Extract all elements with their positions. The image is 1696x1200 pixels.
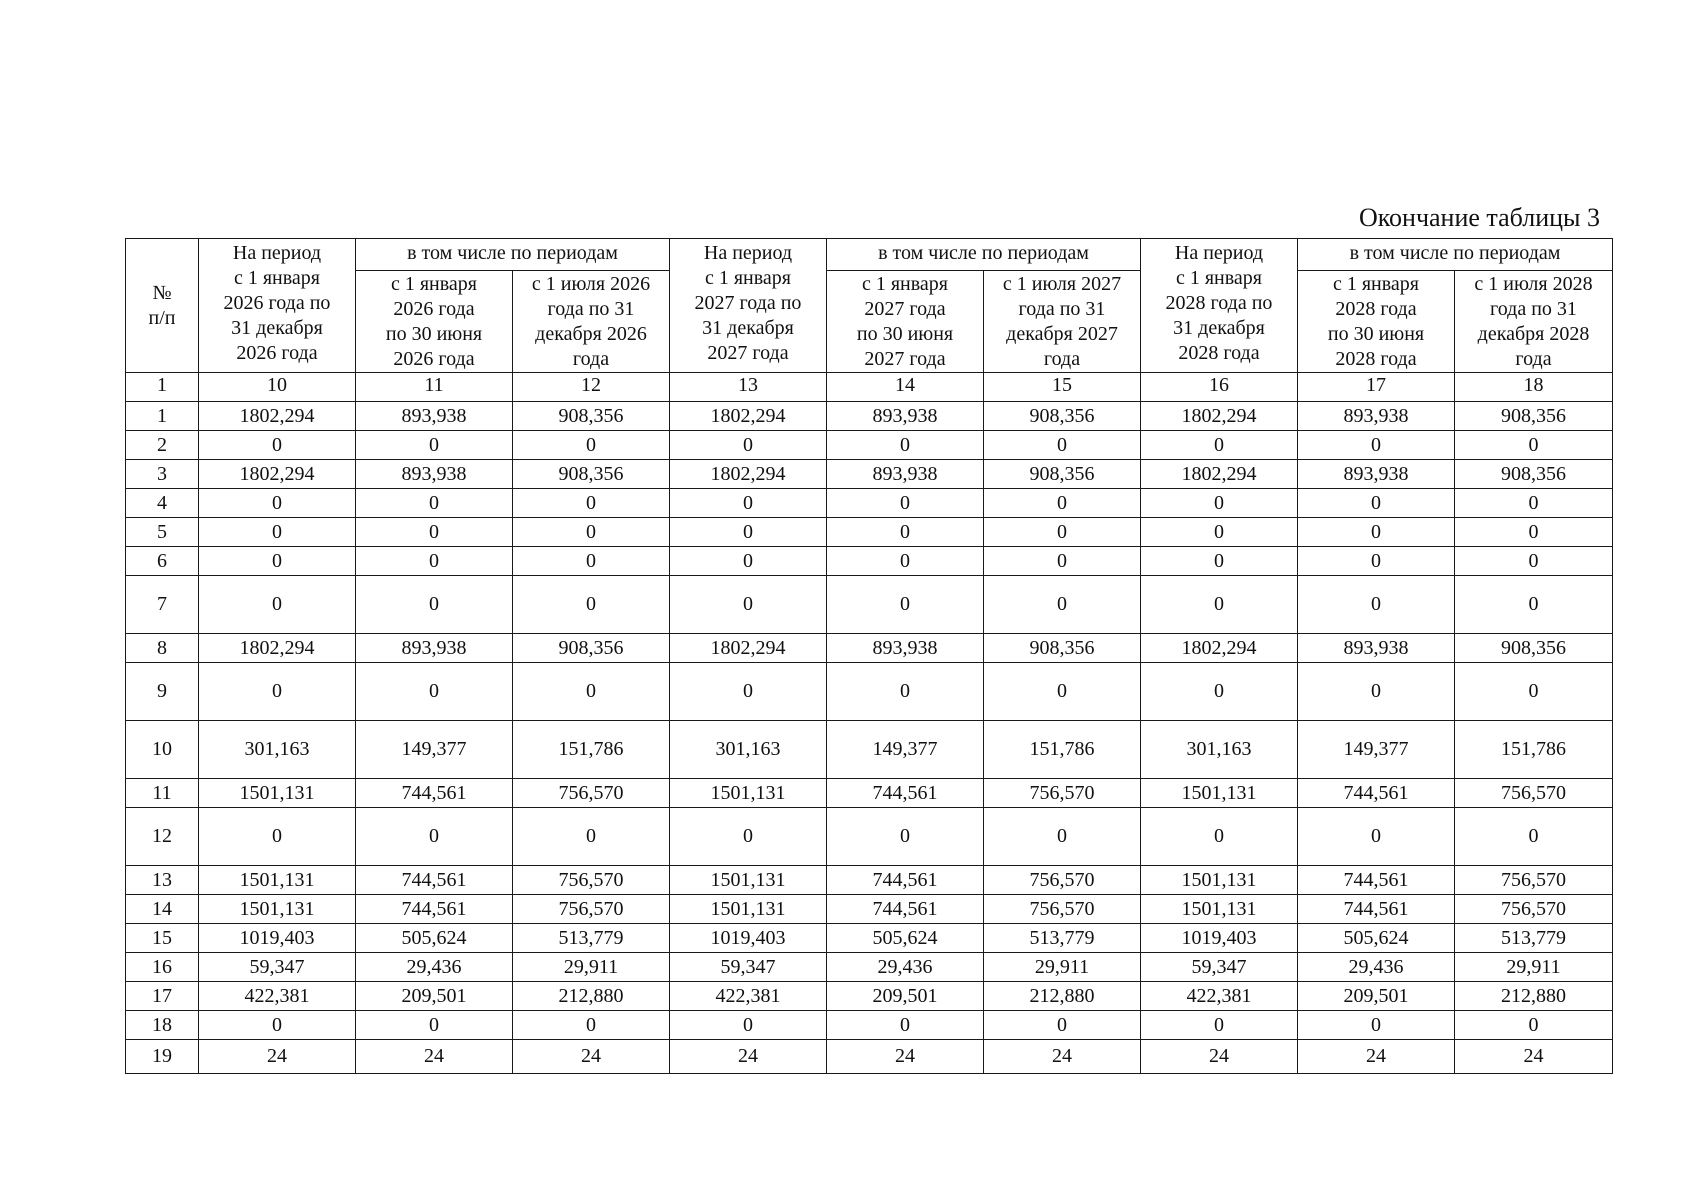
- period-header-label: На период с 1 января 2028 года по 31 декабря 2028 года: [1165, 242, 1273, 364]
- row-number-cell: 15: [126, 924, 199, 953]
- value-cell: 756,570: [984, 779, 1141, 808]
- value-cell: 0: [199, 431, 356, 460]
- value-cell: 209,501: [1298, 982, 1455, 1011]
- value-cell: 0: [827, 808, 984, 866]
- value-cell: 0: [1141, 1011, 1298, 1040]
- value-cell: 0: [1141, 489, 1298, 518]
- table-row: [126, 924, 1613, 953]
- table-row: [126, 982, 1613, 1011]
- row-number-cell: 9: [126, 663, 199, 721]
- table-row: [126, 779, 1613, 808]
- value-cell: 0: [670, 518, 827, 547]
- value-cell: 209,501: [827, 982, 984, 1011]
- table-header: [126, 239, 1613, 402]
- row-number-cell: 10: [126, 721, 199, 779]
- value-cell: 744,561: [356, 895, 513, 924]
- value-cell: 0: [356, 489, 513, 518]
- row-number-cell: 4: [126, 489, 199, 518]
- header-row-top: [126, 239, 1613, 271]
- value-cell: 1501,131: [1141, 779, 1298, 808]
- value-cell: 24: [670, 1040, 827, 1074]
- value-cell: 1802,294: [1141, 402, 1298, 431]
- value-cell: 756,570: [1455, 895, 1613, 924]
- value-cell: 756,570: [984, 866, 1141, 895]
- value-cell: 1501,131: [1141, 866, 1298, 895]
- value-cell: 505,624: [356, 924, 513, 953]
- value-cell: 0: [670, 808, 827, 866]
- value-cell: 0: [1141, 518, 1298, 547]
- value-cell: 149,377: [827, 721, 984, 779]
- value-cell: 0: [1298, 431, 1455, 460]
- value-cell: 212,880: [984, 982, 1141, 1011]
- value-cell: 0: [1455, 518, 1613, 547]
- value-cell: 513,779: [513, 924, 670, 953]
- value-cell: 908,356: [513, 634, 670, 663]
- value-cell: 0: [199, 663, 356, 721]
- table-body: [126, 402, 1613, 1074]
- subgroup-header-2028: в том числе по периодам: [1298, 239, 1613, 271]
- value-cell: 24: [984, 1040, 1141, 1074]
- value-cell: 24: [1455, 1040, 1613, 1074]
- row-number-header: [126, 239, 199, 373]
- table-row: [126, 576, 1613, 634]
- value-cell: 0: [1298, 1011, 1455, 1040]
- value-cell: 1501,131: [670, 895, 827, 924]
- value-cell: 505,624: [827, 924, 984, 953]
- column-number: 10: [199, 373, 356, 402]
- value-cell: 24: [827, 1040, 984, 1074]
- value-cell: 0: [1455, 576, 1613, 634]
- value-cell: 0: [356, 431, 513, 460]
- value-cell: 505,624: [1298, 924, 1455, 953]
- value-cell: 744,561: [356, 779, 513, 808]
- value-cell: 893,938: [1298, 460, 1455, 489]
- table-row: [126, 866, 1613, 895]
- value-cell: 908,356: [984, 634, 1141, 663]
- value-cell: 1501,131: [670, 779, 827, 808]
- value-cell: 908,356: [1455, 460, 1613, 489]
- value-cell: 0: [670, 1011, 827, 1040]
- value-cell: 0: [513, 1011, 670, 1040]
- table-row: [126, 721, 1613, 779]
- value-cell: 0: [199, 489, 356, 518]
- table-row: [126, 808, 1613, 866]
- value-cell: 908,356: [1455, 634, 1613, 663]
- value-cell: 0: [356, 663, 513, 721]
- value-cell: 29,436: [827, 953, 984, 982]
- value-cell: 893,938: [827, 460, 984, 489]
- value-cell: 151,786: [1455, 721, 1613, 779]
- value-cell: 0: [199, 576, 356, 634]
- period-header-2026: [199, 239, 356, 373]
- subperiod-label: с 1 января 2028 года по 30 июня 2028 года: [1327, 273, 1425, 370]
- table-row: [126, 489, 1613, 518]
- value-cell: 0: [1298, 518, 1455, 547]
- value-cell: 209,501: [356, 982, 513, 1011]
- subgroup-header-2026: в том числе по периодам: [356, 239, 670, 271]
- value-cell: 149,377: [1298, 721, 1455, 779]
- value-cell: 0: [1298, 808, 1455, 866]
- value-cell: 0: [199, 547, 356, 576]
- value-cell: 0: [513, 808, 670, 866]
- value-cell: 29,911: [1455, 953, 1613, 982]
- subperiod-header-h1-2027: [827, 271, 984, 373]
- value-cell: 0: [984, 518, 1141, 547]
- value-cell: 0: [670, 576, 827, 634]
- subperiod-label: с 1 июля 2026 года по 31 декабря 2026 года: [531, 273, 651, 370]
- value-cell: 1501,131: [199, 779, 356, 808]
- row-number-cell: 1: [126, 402, 199, 431]
- value-cell: 756,570: [984, 895, 1141, 924]
- value-cell: 908,356: [513, 402, 670, 431]
- table-row: [126, 460, 1613, 489]
- value-cell: 744,561: [356, 866, 513, 895]
- row-number-cell: 7: [126, 576, 199, 634]
- column-number: 17: [1298, 373, 1455, 402]
- value-cell: 1802,294: [1141, 460, 1298, 489]
- value-cell: 1501,131: [1141, 895, 1298, 924]
- value-cell: 149,377: [356, 721, 513, 779]
- value-cell: 1802,294: [199, 634, 356, 663]
- value-cell: 0: [356, 547, 513, 576]
- row-number-cell: 3: [126, 460, 199, 489]
- value-cell: 0: [1455, 431, 1613, 460]
- value-cell: 1501,131: [670, 866, 827, 895]
- row-number-header-label: № п/п: [148, 281, 176, 329]
- period-header-label: На период с 1 января 2027 года по 31 декабря 2027 года: [694, 242, 802, 364]
- value-cell: 151,786: [513, 721, 670, 779]
- value-cell: 0: [356, 1011, 513, 1040]
- value-cell: 0: [1141, 663, 1298, 721]
- value-cell: 0: [1455, 663, 1613, 721]
- table-row: [126, 431, 1613, 460]
- value-cell: 1501,131: [199, 895, 356, 924]
- value-cell: 513,779: [1455, 924, 1613, 953]
- value-cell: 0: [827, 663, 984, 721]
- value-cell: 1802,294: [670, 460, 827, 489]
- value-cell: 1802,294: [670, 634, 827, 663]
- value-cell: 422,381: [199, 982, 356, 1011]
- value-cell: 0: [1298, 489, 1455, 518]
- value-cell: 0: [356, 808, 513, 866]
- value-cell: 0: [356, 518, 513, 547]
- value-cell: 0: [827, 576, 984, 634]
- value-cell: 0: [1455, 489, 1613, 518]
- value-cell: 756,570: [513, 866, 670, 895]
- subgroup-header-2027: в том числе по периодам: [827, 239, 1141, 271]
- value-cell: 1501,131: [199, 866, 356, 895]
- value-cell: 29,911: [984, 953, 1141, 982]
- value-cell: 151,786: [984, 721, 1141, 779]
- value-cell: 212,880: [513, 982, 670, 1011]
- table-row: [126, 1040, 1613, 1074]
- subperiod-header-h2-2027: [984, 271, 1141, 373]
- value-cell: 0: [984, 576, 1141, 634]
- row-number-cell: 13: [126, 866, 199, 895]
- value-cell: 0: [827, 1011, 984, 1040]
- value-cell: 908,356: [513, 460, 670, 489]
- row-number-cell: 8: [126, 634, 199, 663]
- value-cell: 908,356: [984, 460, 1141, 489]
- value-cell: 24: [1298, 1040, 1455, 1074]
- value-cell: 0: [199, 518, 356, 547]
- value-cell: 24: [513, 1040, 670, 1074]
- column-number: 15: [984, 373, 1141, 402]
- subperiod-label: с 1 января 2026 года по 30 июня 2026 года: [385, 273, 483, 370]
- value-cell: 756,570: [1455, 866, 1613, 895]
- value-cell: 0: [984, 489, 1141, 518]
- table-row: [126, 663, 1613, 721]
- row-number-cell: 18: [126, 1011, 199, 1040]
- value-cell: 908,356: [1455, 402, 1613, 431]
- table-row: [126, 1011, 1613, 1040]
- value-cell: 0: [984, 808, 1141, 866]
- value-cell: 0: [1455, 808, 1613, 866]
- value-cell: 1802,294: [199, 460, 356, 489]
- value-cell: 301,163: [199, 721, 356, 779]
- row-number-cell: 5: [126, 518, 199, 547]
- value-cell: 0: [513, 518, 670, 547]
- value-cell: 756,570: [1455, 779, 1613, 808]
- value-cell: 0: [827, 431, 984, 460]
- column-number: 13: [670, 373, 827, 402]
- row-number-cell: 19: [126, 1040, 199, 1074]
- value-cell: 0: [356, 576, 513, 634]
- row-number-cell: 14: [126, 895, 199, 924]
- value-cell: 422,381: [670, 982, 827, 1011]
- value-cell: 29,911: [513, 953, 670, 982]
- value-cell: 756,570: [513, 895, 670, 924]
- column-number: 12: [513, 373, 670, 402]
- subperiod-header-h2-2026: [513, 271, 670, 373]
- row-number-cell: 6: [126, 547, 199, 576]
- table-caption: Окончание таблицы 3: [1358, 203, 1600, 232]
- value-cell: 0: [513, 576, 670, 634]
- value-cell: 0: [827, 489, 984, 518]
- value-cell: 1019,403: [670, 924, 827, 953]
- value-cell: 0: [984, 1011, 1141, 1040]
- value-cell: 24: [356, 1040, 513, 1074]
- column-number: 11: [356, 373, 513, 402]
- column-number: 18: [1455, 373, 1613, 402]
- value-cell: 0: [670, 489, 827, 518]
- table-row: [126, 518, 1613, 547]
- value-cell: 0: [1141, 576, 1298, 634]
- column-number: 16: [1141, 373, 1298, 402]
- subperiod-header-h2-2028: [1455, 271, 1613, 373]
- value-cell: 893,938: [827, 402, 984, 431]
- period-header-2027: [670, 239, 827, 373]
- value-cell: 0: [984, 663, 1141, 721]
- table-row: [126, 895, 1613, 924]
- value-cell: 1019,403: [1141, 924, 1298, 953]
- period-header-label: На период с 1 января 2026 года по 31 декабря 2026 года: [223, 242, 331, 364]
- value-cell: 893,938: [356, 402, 513, 431]
- value-cell: 59,347: [1141, 953, 1298, 982]
- column-number: 1: [126, 373, 199, 402]
- value-cell: 0: [1141, 808, 1298, 866]
- value-cell: 0: [984, 547, 1141, 576]
- value-cell: 1802,294: [670, 402, 827, 431]
- value-cell: 0: [984, 431, 1141, 460]
- row-number-cell: 11: [126, 779, 199, 808]
- value-cell: 0: [827, 547, 984, 576]
- data-table: [125, 238, 1613, 1074]
- value-cell: 24: [199, 1040, 356, 1074]
- value-cell: 422,381: [1141, 982, 1298, 1011]
- value-cell: 29,436: [1298, 953, 1455, 982]
- value-cell: 0: [513, 489, 670, 518]
- table-row: [126, 402, 1613, 431]
- table-row: [126, 547, 1613, 576]
- table-row: [126, 634, 1613, 663]
- value-cell: 744,561: [827, 866, 984, 895]
- value-cell: 908,356: [984, 402, 1141, 431]
- row-number-cell: 17: [126, 982, 199, 1011]
- value-cell: 0: [199, 1011, 356, 1040]
- row-number-cell: 16: [126, 953, 199, 982]
- row-number-cell: 12: [126, 808, 199, 866]
- value-cell: 744,561: [1298, 779, 1455, 808]
- value-cell: 513,779: [984, 924, 1141, 953]
- value-cell: 893,938: [827, 634, 984, 663]
- value-cell: 893,938: [356, 634, 513, 663]
- value-cell: 0: [670, 547, 827, 576]
- value-cell: 0: [1298, 663, 1455, 721]
- value-cell: 59,347: [670, 953, 827, 982]
- subperiod-header-h1-2028: [1298, 271, 1455, 373]
- value-cell: 1802,294: [1141, 634, 1298, 663]
- value-cell: 0: [1141, 431, 1298, 460]
- period-header-2028: [1141, 239, 1298, 373]
- value-cell: 24: [1141, 1040, 1298, 1074]
- column-number: 14: [827, 373, 984, 402]
- value-cell: 893,938: [1298, 634, 1455, 663]
- subperiod-label: с 1 января 2027 года по 30 июня 2027 года: [856, 273, 954, 370]
- value-cell: 756,570: [513, 779, 670, 808]
- value-cell: 0: [827, 518, 984, 547]
- row-number-cell: 2: [126, 431, 199, 460]
- value-cell: 893,938: [1298, 402, 1455, 431]
- value-cell: 0: [1455, 1011, 1613, 1040]
- value-cell: 29,436: [356, 953, 513, 982]
- value-cell: 0: [513, 431, 670, 460]
- value-cell: 59,347: [199, 953, 356, 982]
- subperiod-label: с 1 июля 2027 года по 31 декабря 2027 года: [1002, 273, 1122, 370]
- value-cell: 212,880: [1455, 982, 1613, 1011]
- value-cell: 0: [670, 431, 827, 460]
- value-cell: 0: [1298, 547, 1455, 576]
- value-cell: 0: [199, 808, 356, 866]
- value-cell: 0: [1455, 547, 1613, 576]
- value-cell: 744,561: [1298, 866, 1455, 895]
- table-row: [126, 953, 1613, 982]
- subperiod-label: с 1 июля 2028 года по 31 декабря 2028 года: [1474, 273, 1593, 370]
- value-cell: 893,938: [356, 460, 513, 489]
- value-cell: 744,561: [827, 895, 984, 924]
- value-cell: 0: [1298, 576, 1455, 634]
- value-cell: 1802,294: [199, 402, 356, 431]
- subperiod-header-h1-2026: [356, 271, 513, 373]
- value-cell: 744,561: [827, 779, 984, 808]
- value-cell: 0: [513, 663, 670, 721]
- value-cell: 744,561: [1298, 895, 1455, 924]
- value-cell: 0: [513, 547, 670, 576]
- column-number-row: [126, 373, 1613, 402]
- value-cell: 0: [670, 663, 827, 721]
- value-cell: 301,163: [670, 721, 827, 779]
- value-cell: 0: [1141, 547, 1298, 576]
- value-cell: 1019,403: [199, 924, 356, 953]
- value-cell: 301,163: [1141, 721, 1298, 779]
